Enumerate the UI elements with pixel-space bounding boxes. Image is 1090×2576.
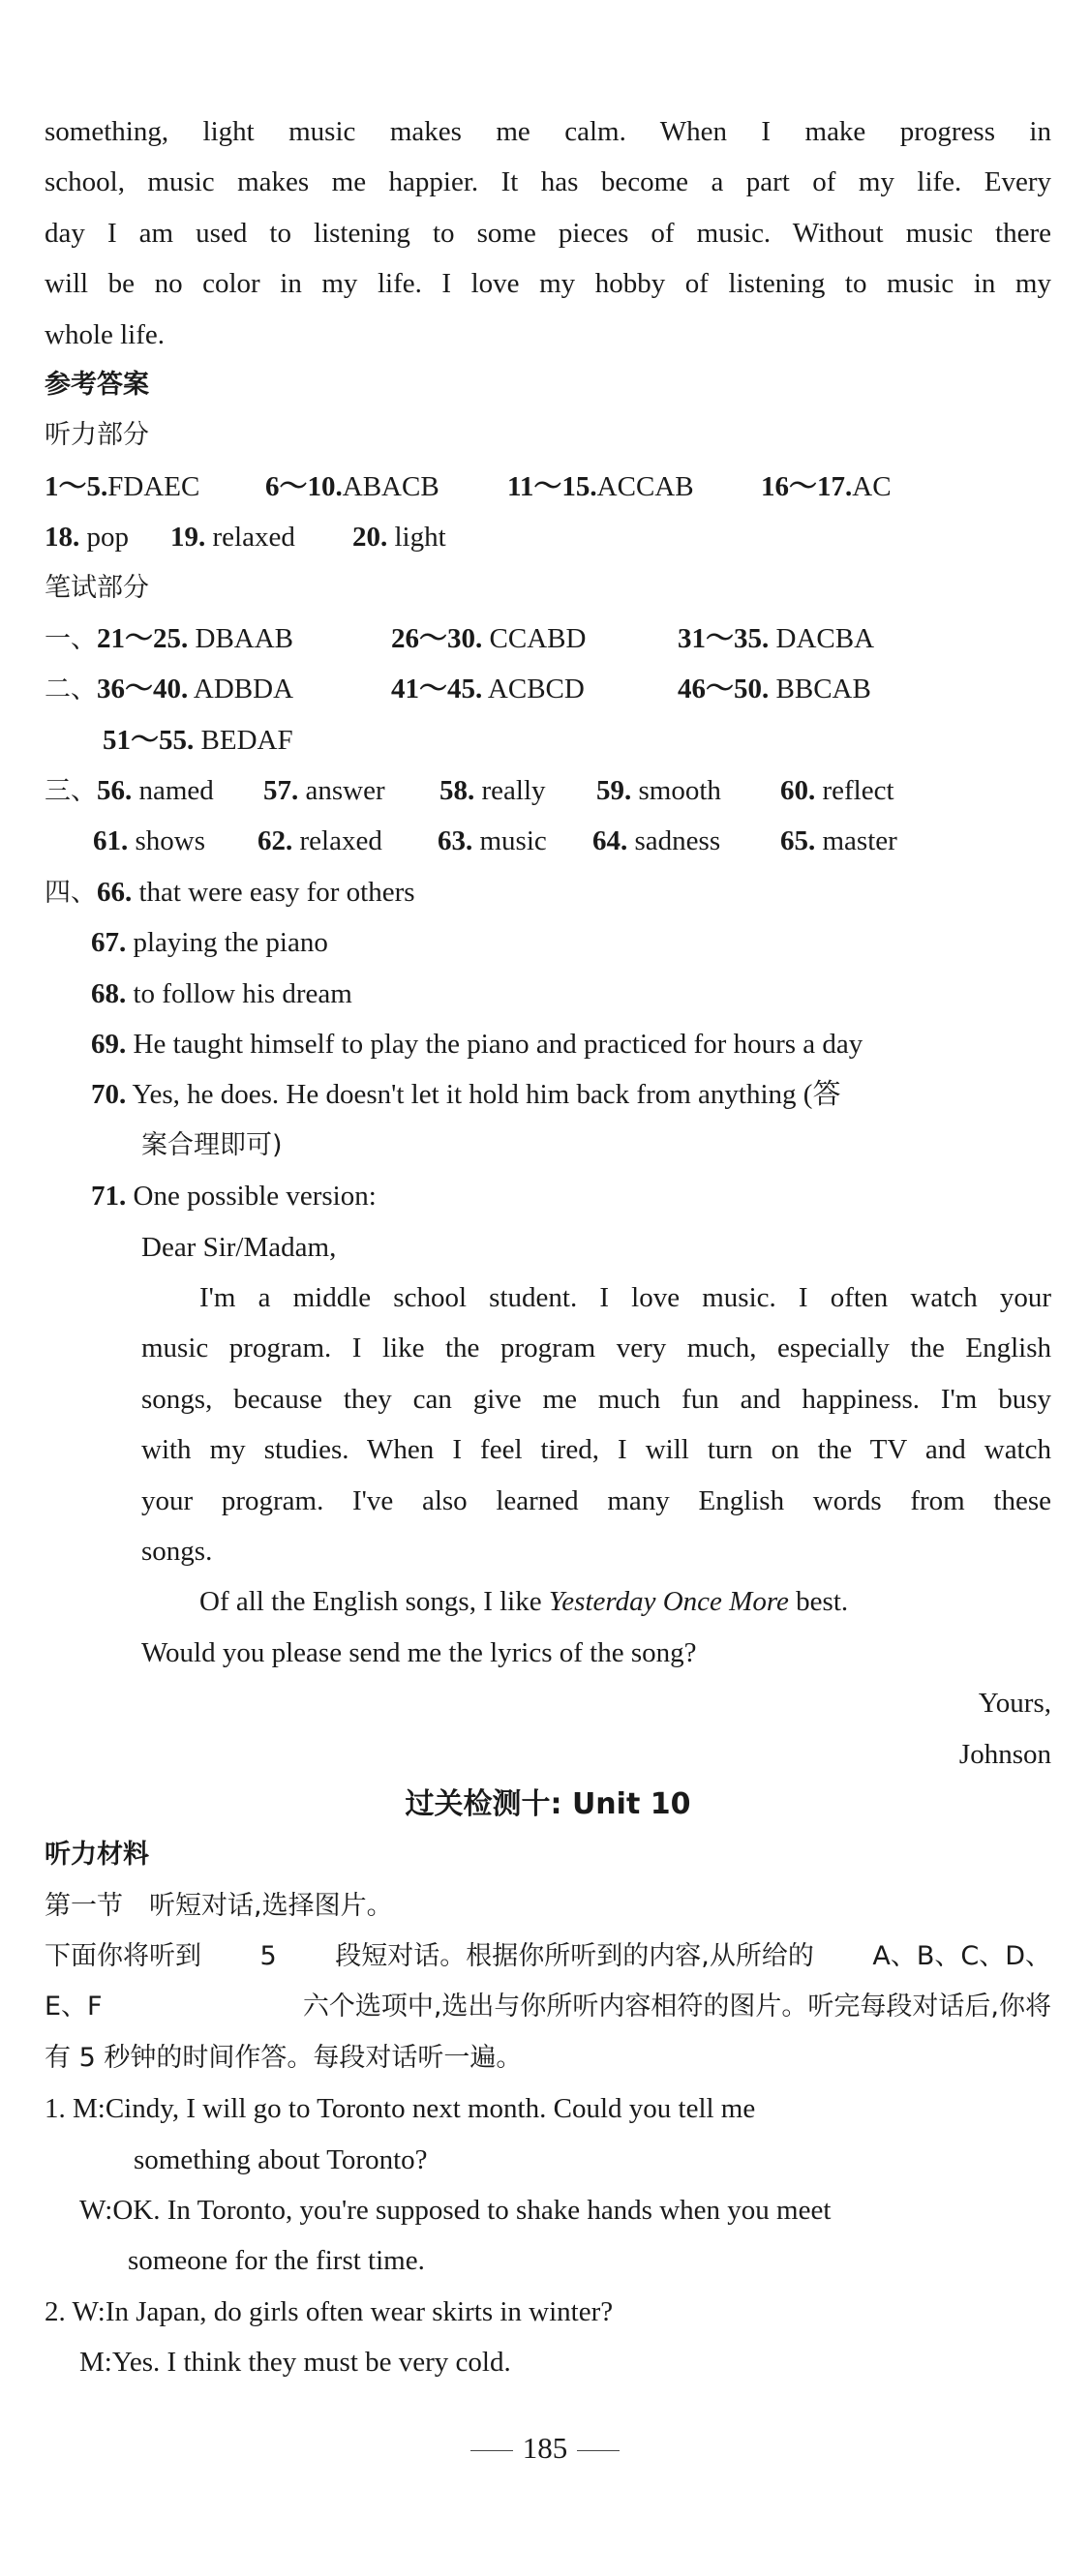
ref-heading: 参考答案 — [45, 369, 149, 400]
answer-item: 51～55. BEDAF — [103, 724, 293, 756]
letter-line — [45, 1374, 1051, 1424]
letter-line — [45, 1628, 1051, 1678]
dialog-line — [45, 2083, 1051, 2134]
listening-heading: 听力部分 — [45, 420, 149, 451]
closing-text: Yours, — [978, 1688, 1051, 1720]
answer-item: 60. reflect — [780, 775, 894, 807]
part3-row-2 — [45, 816, 1051, 866]
letter-greeting — [45, 1222, 1051, 1273]
part1-row — [45, 614, 1051, 664]
page-number — [0, 2429, 1090, 2468]
answer-item: 56. named — [97, 775, 214, 807]
listening-row-1 — [45, 462, 1051, 512]
answer-item: 63. music — [438, 825, 547, 857]
answer-item: 58. really — [439, 775, 546, 807]
essay-text: will be no color in my life. I love my hobby of listening to music in my — [45, 268, 1051, 300]
question-number: 70. — [91, 1079, 127, 1111]
page-number-text: 185 — [522, 2431, 568, 2465]
essay-text: something, light music makes me calm. When I make progress in — [45, 116, 1051, 147]
answer-item: 11～15.ACCAB — [507, 470, 694, 502]
letter-line — [45, 1323, 1051, 1373]
letter-text: with my studies. When I feel tired, I will turn on the TV and watch — [141, 1434, 1051, 1466]
unit-title: 过关检测十: Unit 10 — [405, 1786, 691, 1821]
answer-item: 57. answer — [263, 775, 385, 807]
letter-line — [45, 1526, 1051, 1576]
q68-row — [45, 969, 1051, 1019]
essay-line — [45, 157, 1051, 207]
instruction-line — [45, 2033, 1051, 2083]
answer-item: 64. sadness — [592, 825, 721, 857]
answer-item: 26～30. CCABD — [391, 622, 587, 654]
answer-item: 16～17.AC — [761, 470, 892, 502]
answer-text: He taught himself to play the piano and practiced for hours a day — [133, 1029, 863, 1061]
letter-line — [45, 1576, 1051, 1627]
part-prefix: 二、 — [45, 674, 97, 705]
dialog-line — [45, 2185, 1051, 2235]
instruction-text: E、F 六个选项中,选出与你所听内容相符的图片。听完每段对话后,你将 — [45, 1992, 1051, 2022]
dialog-text: In Japan, do girls often wear skirts in winter? — [105, 2295, 614, 2327]
page-number-rule — [470, 2450, 513, 2451]
letter-line — [45, 1273, 1051, 1323]
dialog-text: OK. In Toronto, you're supposed to shake hands when you meet — [112, 2195, 832, 2227]
letter-text: your program. I've also learned many English words from these — [141, 1484, 1051, 1516]
speaker-label: M: — [79, 2347, 112, 2379]
letter-text: I'm a middle school student. I love music. I often watch your — [199, 1281, 1051, 1313]
part-prefix: 一、 — [45, 623, 97, 654]
speaker-label: 1. M: — [45, 2093, 106, 2125]
instruction-line — [45, 1932, 1051, 1982]
written-heading: 笔试部分 — [45, 572, 149, 603]
letter-line — [45, 1476, 1051, 1526]
instruction-line — [45, 1982, 1051, 2032]
q71-row — [45, 1171, 1051, 1221]
q67-row — [45, 917, 1051, 968]
page-content — [45, 106, 1051, 2388]
answer-item: 1～5.FDAEC — [45, 470, 200, 502]
answer-text: to follow his dream — [133, 977, 352, 1009]
q66-row — [45, 867, 1051, 917]
signature-text: Johnson — [958, 1738, 1051, 1770]
dialog-line — [45, 2287, 1051, 2337]
question-number: 66. — [97, 876, 133, 908]
answer-text: 案合理即可) — [141, 1129, 283, 1160]
letter-text: Of all the English songs, I like — [199, 1586, 549, 1618]
part3-row-1 — [45, 765, 1051, 816]
answer-text: One possible version: — [133, 1181, 377, 1213]
letter-text: Would you please send me the lyrics of the song? — [141, 1636, 697, 1668]
essay-text: school, music makes me happier. It has become a part of my life. Every — [45, 166, 1051, 198]
dialog-line — [45, 2235, 1051, 2286]
greeting-text: Dear Sir/Madam, — [141, 1231, 337, 1263]
answer-item: 21～25. DBAAB — [97, 622, 294, 654]
answer-item: 36～40. ADBDA — [97, 674, 294, 705]
letter-closing — [45, 1678, 1051, 1728]
essay-line — [45, 208, 1051, 258]
instruction-text: 下面你将听到 5 段短对话。根据你所听到的内容,从所给的 A、B、C、D、 — [45, 1941, 1051, 1972]
dialog-line — [45, 2135, 1051, 2185]
essay-text: whole life. — [45, 318, 166, 350]
letter-text: songs, because they can give me much fun and happiness. I'm busy — [141, 1383, 1051, 1415]
listening-row-2 — [45, 512, 1051, 562]
answer-item: 6～10.ABACB — [265, 470, 439, 502]
essay-text: day I am used to listening to some pieces of music. Without music there — [45, 217, 1051, 249]
answer-text: playing the piano — [133, 927, 328, 959]
page-number-rule — [577, 2450, 620, 2451]
q70-row-cont — [45, 1121, 1051, 1171]
letter-text: music program. I like the program very much, especially the English — [141, 1333, 1051, 1364]
letter-line — [45, 1424, 1051, 1475]
answer-item: 18. pop — [45, 522, 129, 554]
part2-row-extra — [45, 715, 1051, 765]
answer-item: 59. smooth — [596, 775, 721, 807]
dialog-text: someone for the first time. — [128, 2245, 425, 2277]
answer-item: 19. relaxed — [170, 522, 295, 554]
question-number: 68. — [91, 977, 127, 1009]
dialog-text: Cindy, I will go to Toronto next month. Could you tell me — [105, 2093, 756, 2125]
answer-item: 31～35. DACBA — [678, 622, 875, 654]
essay-line — [45, 310, 1051, 360]
section-heading: 第一节 听短对话,选择图片。 — [45, 1890, 393, 1921]
answer-text: that were easy for others — [138, 876, 415, 908]
q70-row — [45, 1069, 1051, 1120]
essay-line — [45, 258, 1051, 309]
answer-item: 61. shows — [93, 825, 206, 857]
part-prefix: 四、 — [45, 877, 97, 908]
q69-row — [45, 1019, 1051, 1069]
speaker-label: W: — [79, 2195, 113, 2227]
dialog-line — [45, 2337, 1051, 2387]
question-number: 69. — [91, 1029, 127, 1061]
answer-item: 62. relaxed — [257, 825, 382, 857]
essay-line — [45, 106, 1051, 157]
material-heading: 听力材料 — [45, 1840, 149, 1871]
letter-signature — [45, 1729, 1051, 1780]
dialog-text: Yes. I think they must be very cold. — [111, 2347, 511, 2379]
speaker-label: 2. W: — [45, 2295, 106, 2327]
answer-text: Yes, he does. He doesn't let it hold him back from anything (答 — [132, 1079, 841, 1111]
dialog-text: something about Toronto? — [134, 2143, 428, 2175]
question-number: 67. — [91, 927, 127, 959]
letter-text: best. — [788, 1586, 849, 1618]
question-number: 71. — [91, 1181, 127, 1213]
answer-item: 20. light — [352, 522, 446, 554]
letter-text: songs. — [141, 1535, 213, 1567]
answer-item: 41～45. ACBCD — [391, 674, 585, 705]
part-prefix: 三、 — [45, 776, 97, 807]
answer-item: 46～50. BBCAB — [678, 674, 871, 705]
song-title: Yesterday Once More — [548, 1586, 789, 1618]
part2-row — [45, 664, 1051, 714]
instruction-text: 有 5 秒钟的时间作答。每段对话听一遍。 — [45, 2042, 523, 2073]
answer-item: 65. master — [780, 825, 897, 857]
